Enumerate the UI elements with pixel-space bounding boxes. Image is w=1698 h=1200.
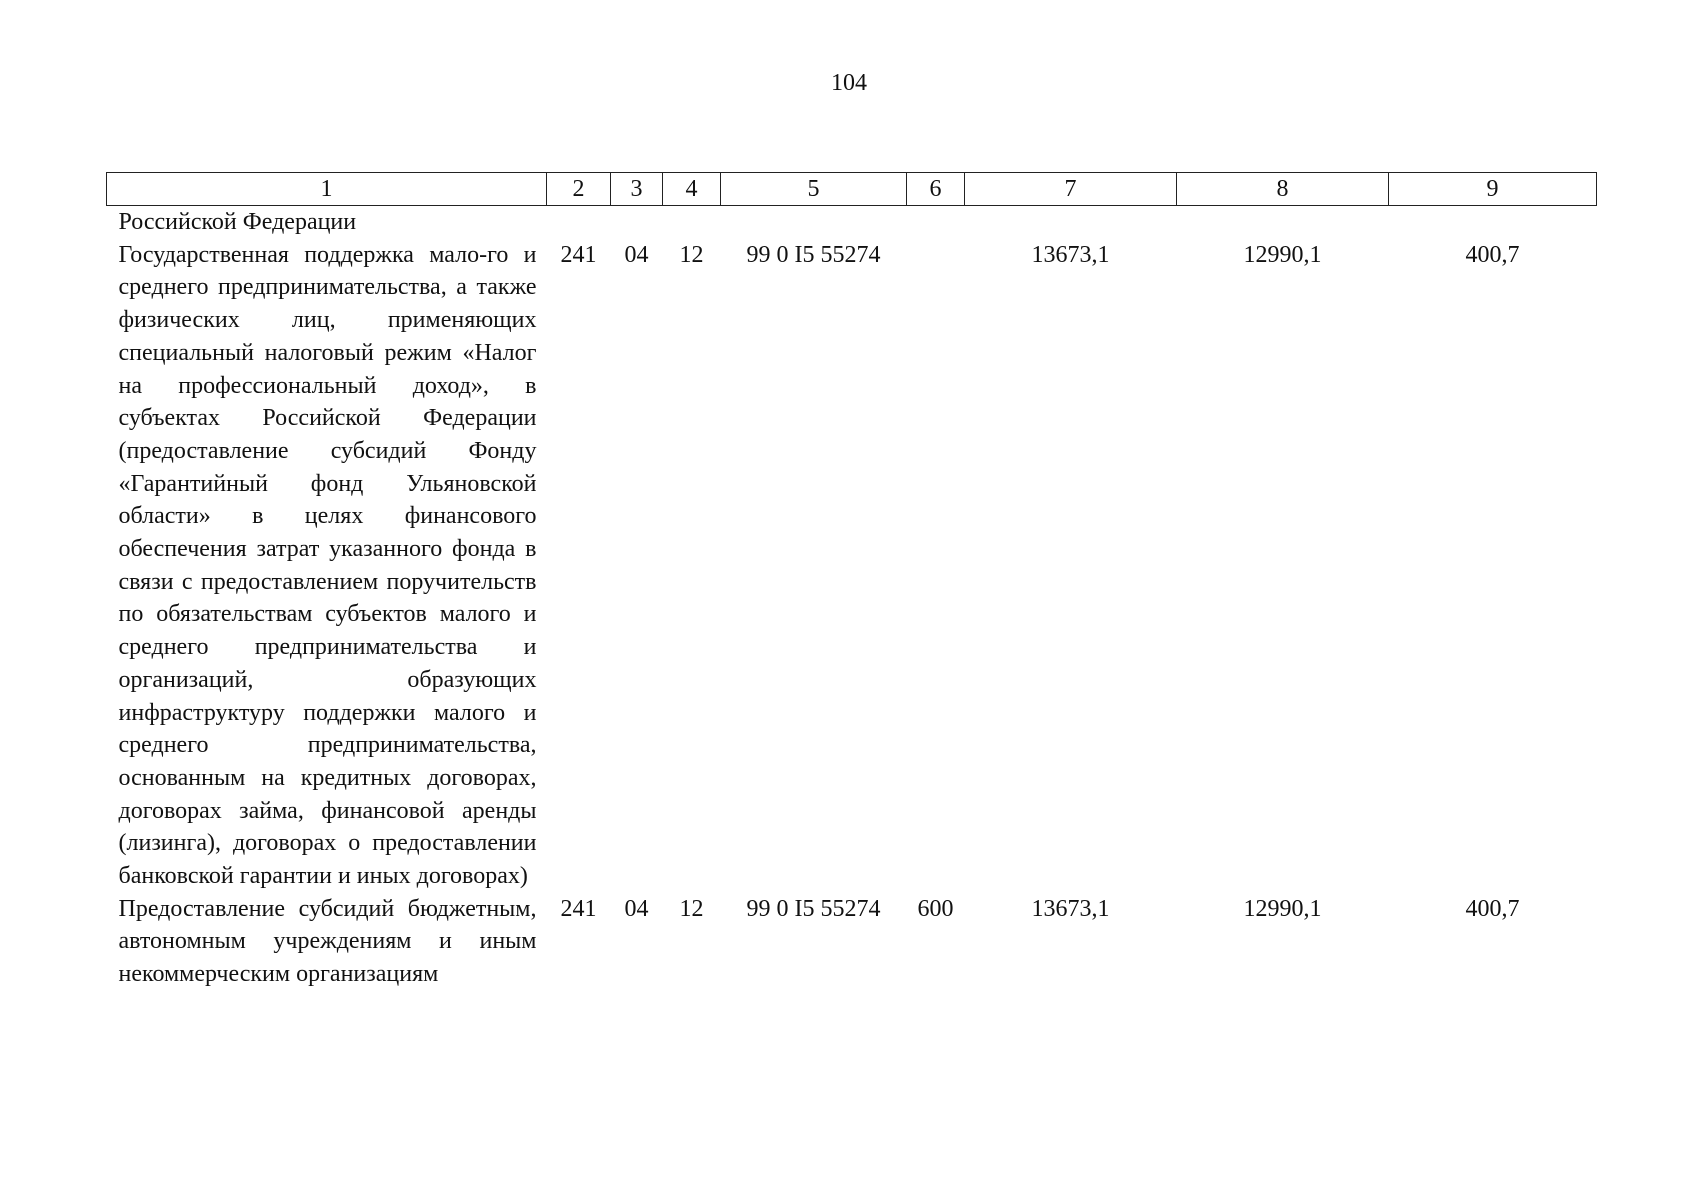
row-col4: 12 <box>679 241 704 268</box>
row-col3: 04 <box>624 895 649 922</box>
budget-table <box>106 172 1597 991</box>
row-col3: 04 <box>624 241 649 268</box>
row-col6: 600 <box>917 895 954 922</box>
row-col6 <box>907 239 965 893</box>
header-cell-2: 2 <box>547 173 611 206</box>
header-cell-4: 4 <box>663 173 721 206</box>
continuation-text: Российской Федерации <box>118 209 357 235</box>
row-col8: 12990,1 <box>1243 895 1322 922</box>
row-col5: 99 0 I5 55274 <box>746 895 881 922</box>
header-cell-1: 1 <box>107 173 547 206</box>
row-name: Государственная поддержка мало-го и среднего предпринимательства, а также физических лиц, применяющих специальный налоговый режим «Налог на профессиональный доход», в субъектах Российской Федерации (предоставление субсидий Фонду «Гарантийный фонд Ульяновской области» в целях финансового обеспечения затрат указанного фонда в связи с предоставлением поручительств по обязательствам субъектов малого и среднего предпринимательства и организаций, образующих инфраструктуру поддержки малого и среднего предпринимательства, основанным на кредитных договорах, договорах займа, финансовой аренды (лизинга), договорах о предоставлении банковской гарантии и иных договорах) <box>118 241 537 890</box>
table-row <box>107 893 1597 991</box>
header-cell-9: 9 <box>1389 173 1597 206</box>
row-col8: 12990,1 <box>1243 241 1322 268</box>
row-name: Предоставление субсидий бюджетным, автономным учреждениям и иным некоммерческим организациям <box>118 895 537 988</box>
page-number: 104 <box>831 70 867 96</box>
row-col7: 13673,1 <box>1031 895 1110 922</box>
header-row <box>107 173 1597 206</box>
header-cell-5: 5 <box>721 173 907 206</box>
row-col9: 400,7 <box>1465 895 1520 922</box>
row-col4: 12 <box>679 895 704 922</box>
table-row <box>107 239 1597 893</box>
row-col2: 241 <box>560 241 597 268</box>
row-col5: 99 0 I5 55274 <box>746 241 881 268</box>
continuation-row <box>107 206 1597 239</box>
header-cell-3: 3 <box>611 173 663 206</box>
header-cell-7: 7 <box>965 173 1177 206</box>
header-cell-6: 6 <box>907 173 965 206</box>
row-col9: 400,7 <box>1465 241 1520 268</box>
header-cell-8: 8 <box>1177 173 1389 206</box>
row-col7: 13673,1 <box>1031 241 1110 268</box>
row-col2: 241 <box>560 895 597 922</box>
